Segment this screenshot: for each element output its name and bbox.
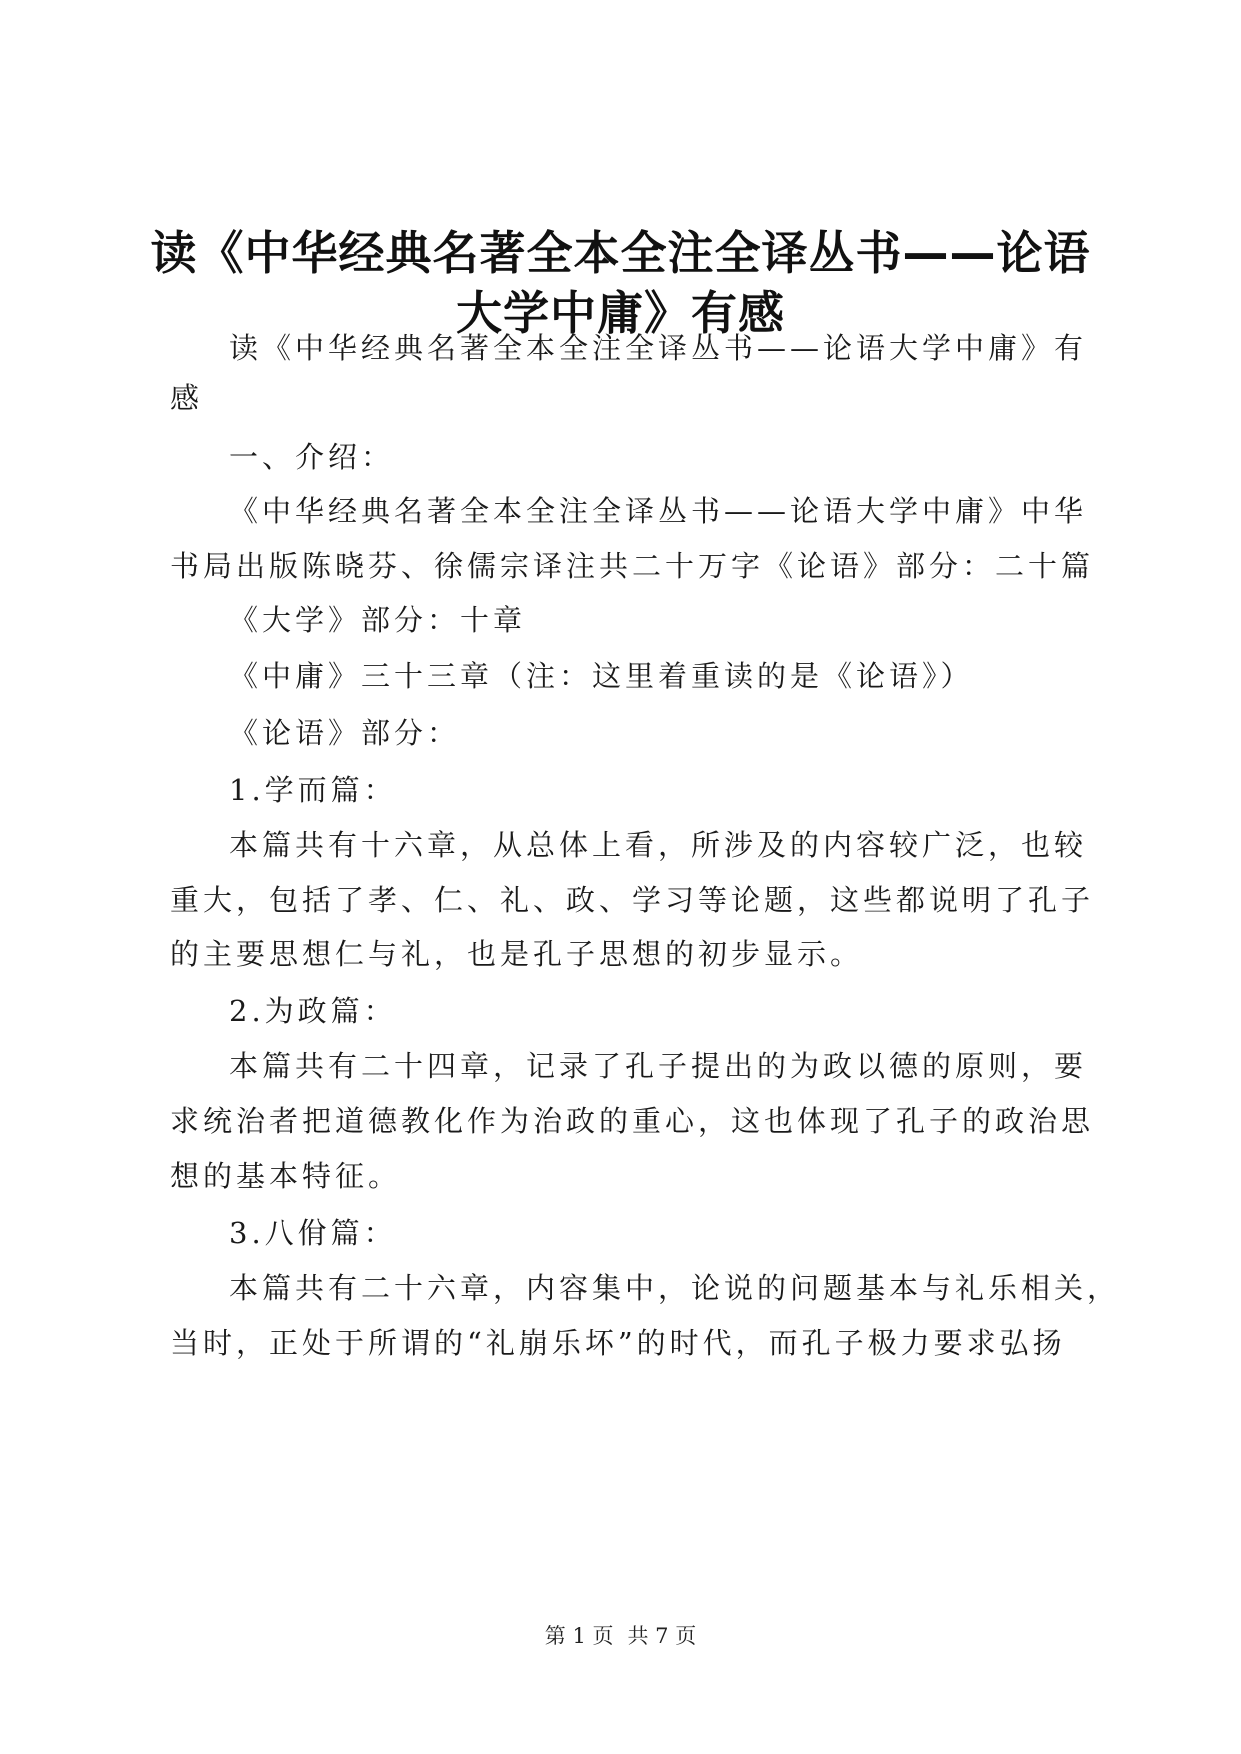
document-title-line-2: 大学中庸》有感 [456, 286, 785, 340]
body-line: 本篇共有二十四章，记录了孔子提出的为政以德的原则，要 [229, 1049, 1088, 1083]
page-total: 共 7 页 [627, 1624, 697, 1648]
body-line: 的主要思想仁与礼，也是孔子思想的初步显示。 [170, 937, 864, 971]
chapter-heading: 3.八佾篇： [229, 1216, 397, 1250]
body-line: 《论语》部分： [229, 716, 461, 750]
chapter-heading: 2.为政篇： [229, 994, 397, 1028]
chapter-heading: 1.学而篇： [229, 773, 397, 807]
body-line: 重大，包括了孝、仁、礼、政、学习等论题，这些都说明了孔子 [170, 883, 1095, 917]
body-line: 本篇共有十六章，从总体上看，所涉及的内容较广泛，也较 [229, 828, 1088, 862]
page-number: 第 1 页 [544, 1624, 614, 1648]
body-line: 《中华经典名著全本全注全译丛书——论语大学中庸》中华 [229, 494, 1088, 528]
body-line: 本篇共有二十六章，内容集中，论说的问题基本与礼乐相关， [229, 1271, 1121, 1305]
body-line: 求统治者把道德教化作为治政的重心，这也体现了孔子的政治思 [170, 1104, 1095, 1138]
body-line: 书局出版陈晓芬、徐儒宗译注共二十万字《论语》部分：二十篇 [170, 549, 1095, 583]
body-line: 当时，正处于所谓的“礼崩乐坏”的时代，而孔子极力要求弘扬 [170, 1326, 1066, 1360]
document-title-line-1: 读《中华经典名著全本全注全译丛书——论语 [150, 226, 1091, 280]
body-line: 感 [170, 381, 204, 415]
body-line: 《大学》部分：十章 [229, 603, 527, 637]
page-footer [0, 1621, 1241, 1651]
section-heading: 一、介绍： [229, 440, 395, 474]
body-line: 《中庸》三十三章（注：这里着重读的是《论语》） [229, 659, 974, 693]
body-line: 想的基本特征。 [170, 1159, 402, 1193]
body-line: 读《中华经典名著全本全注全译丛书——论语大学中庸》有 [229, 331, 1088, 365]
